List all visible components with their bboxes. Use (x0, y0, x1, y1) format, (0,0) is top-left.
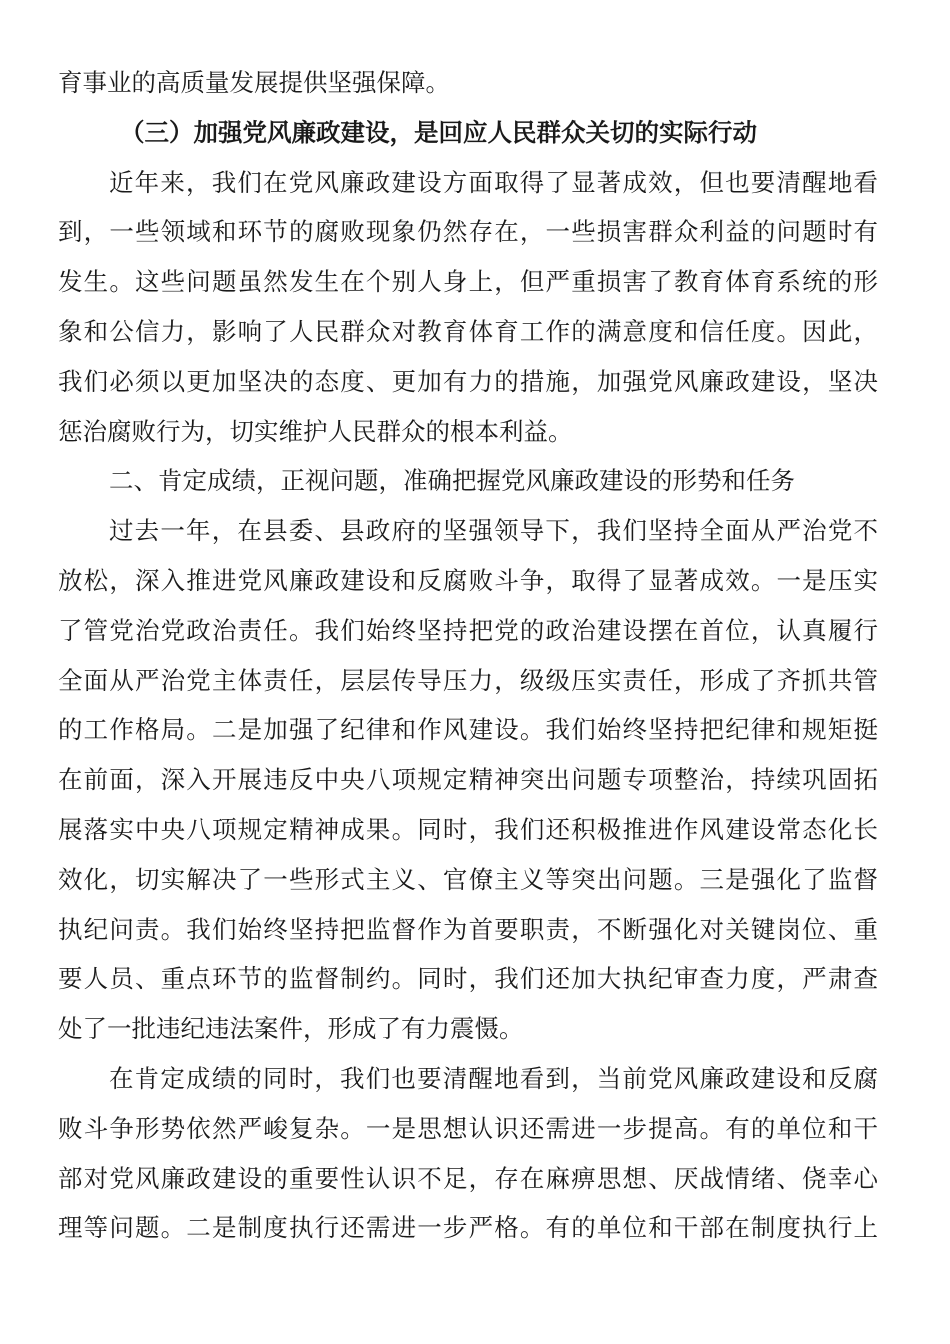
paragraph-line: 象和公信力，影响了人民群众对教育体育工作的满意度和信任度。因此， (58, 316, 878, 346)
paragraph-line: 到，一些领域和环节的腐败现象仍然存在，一些损害群众利益的问题时有 (58, 217, 878, 247)
paragraph-line: 效化，切实解决了一些形式主义、官僚主义等突出问题。三是强化了监督 (58, 864, 878, 894)
paragraph-line: 育事业的高质量发展提供坚强保障。 (58, 68, 450, 97)
document-page (58, 58, 878, 1253)
paragraph-line: 执纪问责。我们始终坚持把监督作为首要职责，不断强化对关键岗位、重 (58, 914, 878, 944)
paragraph-line: 惩治腐败行为，切实维护人民群众的根本利益。 (58, 416, 573, 446)
subsection-heading: （三）加强党风廉政建设，是回应人民群众关切的实际行动 (120, 117, 757, 147)
paragraph-line: 在前面，深入开展违反中央八项规定精神突出问题专项整治，持续巩固拓 (58, 765, 878, 795)
section-heading: 二、肯定成绩，正视问题，准确把握党风廉政建设的形势和任务 (109, 466, 795, 496)
paragraph-line: 败斗争形势依然严峻复杂。一是思想认识还需进一步提高。有的单位和干 (58, 1113, 878, 1143)
paragraph-line: 放松，深入推进党风廉政建设和反腐败斗争，取得了显著成效。一是压实 (58, 565, 878, 595)
paragraph-line: 了管党治党政治责任。我们始终坚持把党的政治建设摆在首位，认真履行 (58, 615, 878, 645)
paragraph-line: 处了一批违纪违法案件，形成了有力震慑。 (58, 1014, 524, 1044)
paragraph-line: 近年来，我们在党风廉政建设方面取得了显著成效，但也要清醒地看 (109, 167, 878, 197)
paragraph-line: 展落实中央八项规定精神成果。同时，我们还积极推进作风建设常态化长 (58, 814, 878, 844)
paragraph-line: 发生。这些问题虽然发生在个别人身上，但严重损害了教育体育系统的形 (58, 267, 878, 297)
paragraph-line: 的工作格局。二是加强了纪律和作风建设。我们始终坚持把纪律和规矩挺 (58, 715, 878, 745)
paragraph-line: 要人员、重点环节的监督制约。同时，我们还加大执纪审查力度，严肃查 (58, 964, 878, 994)
paragraph-line: 过去一年，在县委、县政府的坚强领导下，我们坚持全面从严治党不 (109, 516, 878, 546)
paragraph-line: 我们必须以更加坚决的态度、更加有力的措施，加强党风廉政建设，坚决 (58, 366, 878, 396)
paragraph-line: 理等问题。二是制度执行还需进一步严格。有的单位和干部在制度执行上 (58, 1213, 878, 1243)
paragraph-line: 在肯定成绩的同时，我们也要清醒地看到，当前党风廉政建设和反腐 (109, 1063, 878, 1093)
paragraph-line: 部对党风廉政建设的重要性认识不足，存在麻痹思想、厌战情绪、侥幸心 (58, 1163, 878, 1193)
paragraph-line: 全面从严治党主体责任，层层传导压力，级级压实责任，形成了齐抓共管 (58, 665, 878, 695)
